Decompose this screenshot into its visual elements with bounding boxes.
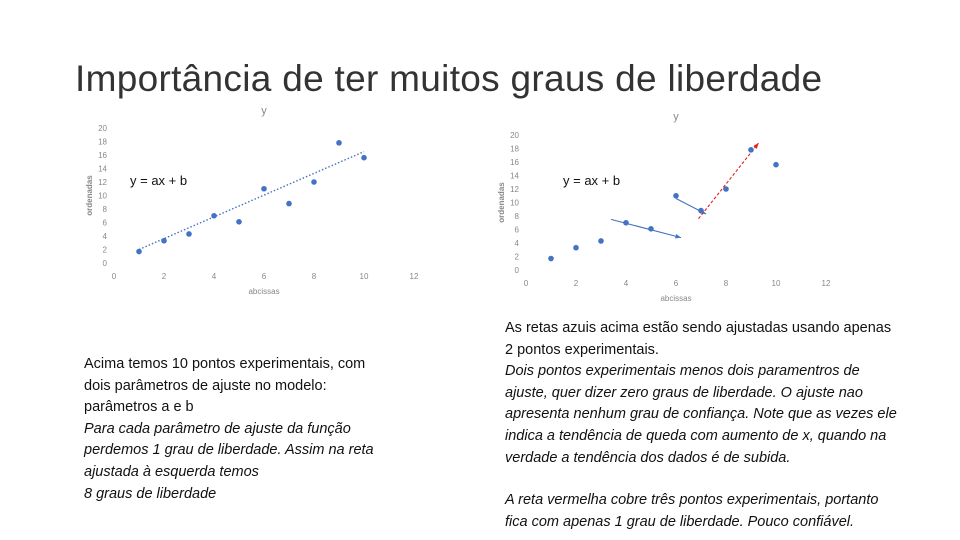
data-point (773, 162, 779, 168)
slide-title: Importância de ter muitos graus de liberdade (75, 58, 823, 99)
y-tick-label: 0 (102, 259, 107, 268)
right-text-line: 2 pontos experimentais. (505, 341, 659, 358)
y-tick-label: 10 (510, 198, 519, 208)
left-text-line: parâmetros a e b (84, 399, 194, 416)
y-tick-label: 20 (98, 124, 107, 133)
y-tick-label: 4 (102, 232, 107, 241)
y-tick-label: 4 (514, 239, 519, 248)
x-tick-label: 8 (311, 272, 317, 281)
data-point (211, 213, 217, 219)
y-tick-label: 18 (510, 144, 519, 154)
right-explanation (505, 318, 950, 533)
data-point (186, 231, 192, 237)
y-tick-label: 16 (98, 151, 107, 160)
x-axis-label: abcissas (248, 287, 280, 296)
y-tick-label: 12 (510, 185, 519, 194)
y-tick-label: 0 (514, 266, 519, 275)
x-tick-label: 4 (623, 279, 629, 288)
y-tick-label: 8 (514, 212, 519, 221)
data-point (136, 249, 142, 255)
right-text-line: ajuste, quer dizer zero graus de liberdade. O ajuste nao (505, 384, 863, 401)
right-text-line: A reta vermelha cobre três pontos experimentais, portanto (505, 492, 879, 509)
left-explanation (84, 354, 424, 505)
x-tick-label: 2 (573, 279, 579, 288)
equation-right: y = ax + b (563, 173, 621, 188)
x-tick-label: 10 (771, 279, 781, 288)
red-fit-line (699, 143, 759, 219)
left-text-line: Acima temos 10 pontos experimentais, com (84, 356, 366, 372)
x-tick-label: 0 (111, 272, 117, 281)
y-tick-label: 8 (102, 205, 107, 214)
x-tick-label: 0 (523, 279, 529, 288)
x-tick-label: 4 (211, 272, 217, 281)
x-tick-label: 6 (261, 272, 267, 281)
y-tick-label: 10 (98, 191, 107, 201)
x-tick-label: 10 (359, 272, 369, 281)
left-text-line: perdemos 1 grau de liberdade. Assim na reta (84, 442, 374, 459)
right-text-line: indica a tendência de queda com aumento de x, quando na (505, 427, 887, 444)
left-text-line: 8 graus de liberdade (84, 485, 217, 502)
right-text-line: apresenta nenhum grau de confiança. Note que as vezes ele (505, 406, 897, 423)
data-point (648, 226, 654, 232)
data-point (723, 186, 729, 192)
scatter-chart-right (492, 108, 844, 308)
red-arrowhead (753, 143, 758, 149)
y-tick-label: 20 (510, 131, 519, 140)
data-point (261, 186, 267, 192)
y-tick-label: 12 (98, 178, 107, 187)
x-tick-label: 12 (409, 272, 419, 281)
y-tick-label: 16 (510, 158, 519, 167)
y-axis-label: ordenadas (85, 175, 94, 216)
y-tick-label: 2 (514, 252, 519, 262)
x-tick-label: 8 (723, 279, 729, 288)
right-text-line: verdade a tendência dos dados é de subida. (505, 449, 791, 466)
blue-fit-line (611, 219, 681, 237)
data-point (161, 238, 167, 244)
x-tick-label: 2 (161, 272, 167, 281)
x-tick-label: 6 (673, 279, 679, 288)
y-tick-label: 2 (102, 245, 107, 255)
trendline (139, 152, 364, 250)
right-text-line: fica com apenas 1 grau de liberdade. Pouco confiável. (505, 513, 855, 530)
data-point (748, 147, 754, 153)
data-point (673, 193, 679, 199)
right-text-line: Dois pontos experimentais menos dois paramentros de (505, 363, 860, 380)
data-point (236, 219, 242, 225)
left-text-line: dois parâmetros de ajuste no modelo: (84, 377, 327, 394)
data-point (311, 179, 317, 185)
data-point (598, 238, 604, 244)
x-tick-label: 12 (821, 279, 831, 288)
left-text-line: ajustada à esquerda temos (84, 463, 259, 480)
data-point (698, 208, 704, 214)
data-point (623, 220, 629, 226)
x-axis-label: abcissas (660, 294, 692, 303)
data-point (548, 256, 554, 262)
y-tick-label: 6 (102, 218, 107, 228)
data-point (286, 201, 292, 207)
scatter-chart-left (78, 102, 430, 302)
data-point (336, 140, 342, 146)
y-tick-label: 6 (514, 225, 519, 235)
equation-left: y = ax + b (130, 173, 188, 188)
y-tick-label: 14 (98, 164, 107, 174)
chart-title: y (673, 111, 679, 123)
data-point (361, 155, 367, 161)
y-tick-label: 18 (98, 137, 107, 147)
data-point (573, 245, 579, 251)
chart-title: y (261, 105, 267, 117)
y-axis-label: ordenadas (497, 182, 506, 223)
right-text-line: As retas azuis acima estão sendo ajustadas usando apenas (505, 320, 892, 336)
left-text-line: Para cada parâmetro de ajuste da função (84, 420, 351, 437)
y-tick-label: 14 (510, 171, 519, 181)
